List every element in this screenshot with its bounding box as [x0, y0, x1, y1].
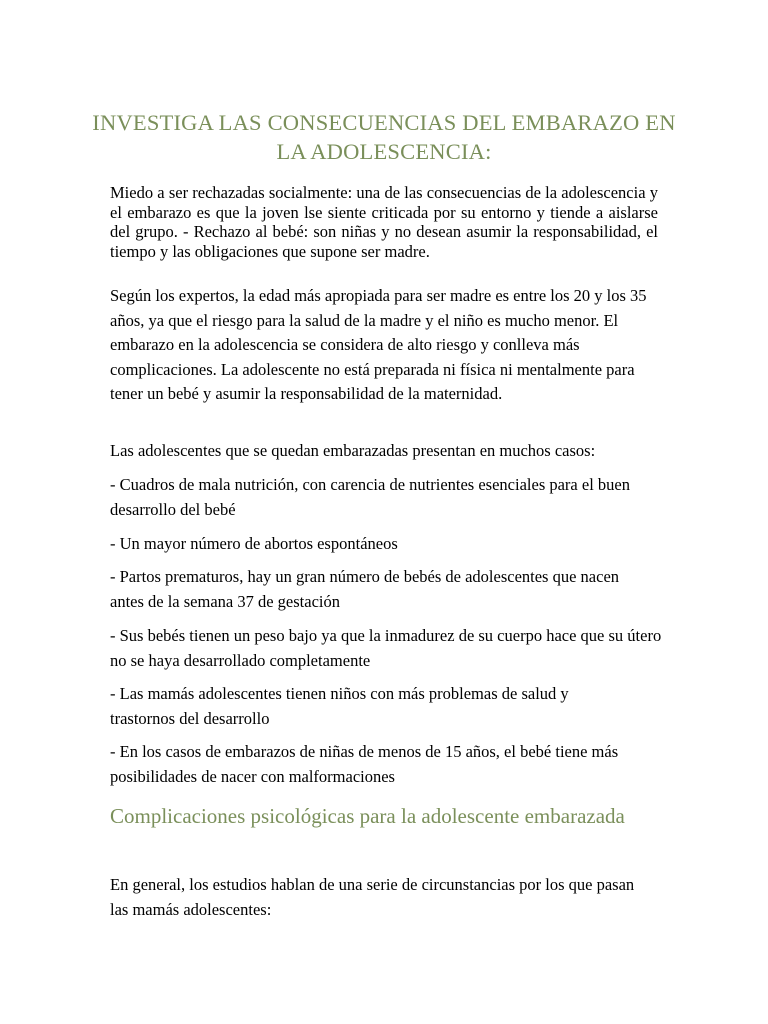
section-heading: Complicaciones psicológicas para la adolescente embarazada [110, 804, 625, 828]
list-item: - Sus bebés tienen un peso bajo ya que la inmadurez de su cuerpo hace que su útero no se haya desarrollado completamente [110, 626, 662, 670]
list-item: - Las mamás adolescentes tienen niños con más problemas de salud y trastornos del desarrollo [110, 684, 569, 728]
experts-paragraph: Según los expertos, la edad más apropiada para ser madre es entre los 20 y los 35 años, ya que el riesgo para la salud de la madre y el niño es mucho menor. El embarazo en la adolescencia se considera de alto riesgo y conlleva más complicaciones. La adolescente no está preparada ni física ni mentalmente para tener un bebé y asumir la responsabilidad de la maternidad. [110, 286, 647, 403]
cases-intro-paragraph: Las adolescentes que se quedan embarazadas presentan en muchos casos: [110, 441, 596, 460]
document-title: INVESTIGA LAS CONSECUENCIAS DEL EMBARAZO EN LA ADOLESCENCIA: [92, 110, 676, 164]
list-item: - En los casos de embarazos de niñas de menos de 15 años, el bebé tiene más posibilidades de nacer con malformaciones [110, 742, 619, 786]
list-item: - Partos prematuros, hay un gran número de bebés de adolescentes que nacen antes de la semana 37 de gestación [110, 567, 620, 611]
list-item: - Cuadros de mala nutrición, con carencia de nutrientes esenciales para el buen desarrollo del bebé [110, 475, 630, 519]
closing-paragraph: En general, los estudios hablan de una serie de circunstancias por los que pasan las mamás adolescentes: [110, 875, 635, 919]
intro-paragraph: Miedo a ser rechazadas socialmente: una de las consecuencias de la adolescencia y el embarazo es que la joven lse siente criticada por su entorno y tiende a aislarse del grupo. - Rechazo al bebé: son niñas y no desean asumir la responsabilidad, el tiempo y las obligaciones que supone ser madre. [110, 183, 658, 261]
list-item: - Un mayor número de abortos espontáneos [110, 534, 398, 553]
